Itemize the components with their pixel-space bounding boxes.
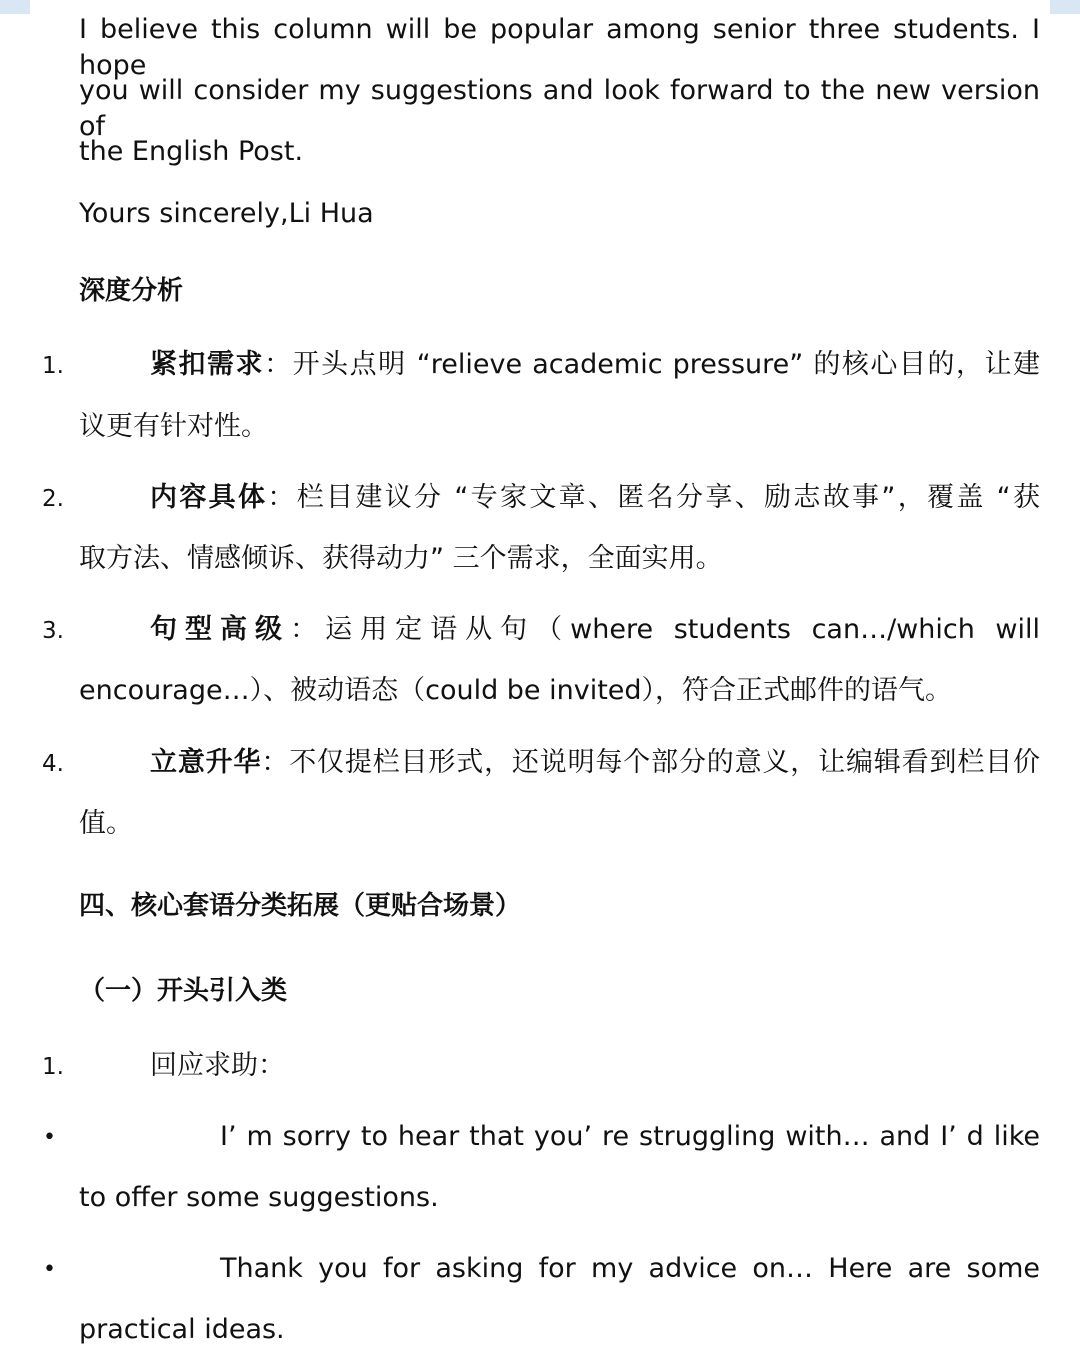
analysis-item-text: ：运用定语从句（where students can…/which will [290, 614, 1041, 645]
analysis-item-number: 4. [42, 751, 64, 777]
bullet-2-line-1: Thank you for asking for my advice on… Here are some [220, 1253, 1040, 1284]
letter-closing: Yours sincerely,Li Hua [79, 198, 374, 229]
letter-line-3: the English Post. [79, 136, 304, 167]
analysis-item-3-line-1 [150, 612, 1040, 648]
bullet-marker: • [43, 1125, 56, 1150]
analysis-item-text: ：栏目建议分 “专家文章、匿名分享、励志故事”，覆盖 “获 [267, 482, 1040, 513]
section-heading: 四、核心套语分类拓展（更贴合场景） [79, 891, 522, 921]
bullet-1-line-1: I’ m sorry to hear that you’ re struggling with… and I’ d like [220, 1121, 1040, 1152]
analysis-item-2-line-2: 取方法、情感倾诉、获得动力” 三个需求，全面实用。 [79, 543, 723, 574]
section-subheading: （一）开头引入类 [79, 976, 288, 1006]
analysis-item-number: 2. [42, 486, 64, 512]
section-item-label: 回应求助： [150, 1050, 285, 1081]
analysis-item-4-line-1 [150, 745, 1040, 781]
letter-line-1: I believe this column will be popular among senior three students. I hope [79, 14, 1040, 81]
analysis-item-text: ：不仅提栏目形式，还说明每个部分的意义，让编辑看到栏目价 [261, 747, 1041, 778]
analysis-item-label: 立意升华 [150, 747, 262, 778]
corner-decoration-right [1050, 0, 1080, 14]
analysis-item-label: 紧扣需求 [150, 349, 265, 380]
analysis-item-text: ：开头点明 “relieve academic pressure” 的核心目的，让建 [264, 349, 1041, 380]
analysis-item-2-line-1 [150, 480, 1040, 516]
analysis-item-label: 句型高级 [150, 614, 291, 645]
analysis-item-number: 1. [42, 353, 64, 379]
analysis-item-4-line-2: 值。 [79, 808, 133, 839]
analysis-item-3-line-2: encourage…）、被动语态（could be invited），符合正式邮件的语气。 [79, 675, 953, 706]
corner-decoration-left [0, 0, 30, 14]
bullet-marker: • [43, 1257, 56, 1282]
bullet-2-line-2: practical ideas. [79, 1314, 285, 1345]
analysis-item-number: 3. [42, 618, 64, 644]
bullet-1-line-2: to offer some suggestions. [79, 1182, 439, 1213]
analysis-item-1-line-1 [150, 347, 1040, 383]
letter-line-2: you will consider my suggestions and look forward to the new version of [79, 75, 1040, 142]
section-item-number: 1. [42, 1054, 64, 1080]
analysis-item-label: 内容具体 [150, 482, 268, 513]
analysis-item-1-line-2: 议更有针对性。 [79, 411, 268, 442]
analysis-heading: 深度分析 [79, 276, 184, 306]
